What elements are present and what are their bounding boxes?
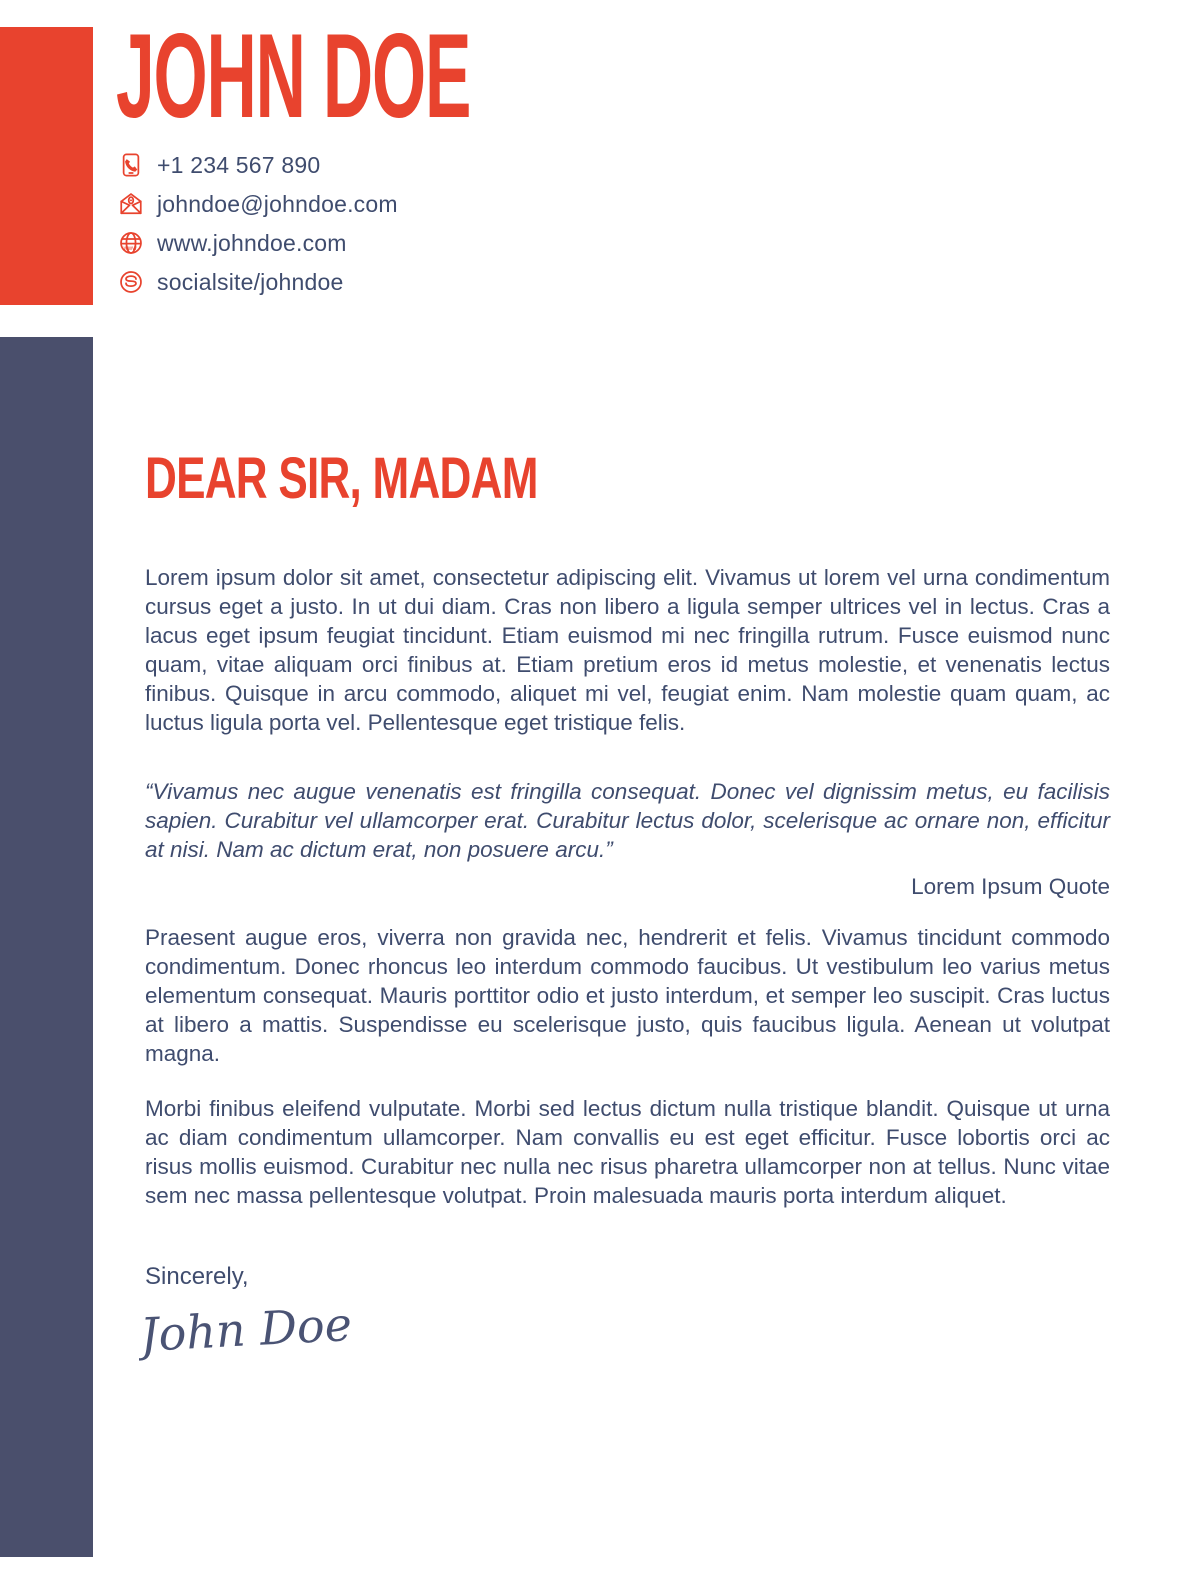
contact-row-email [118,191,398,217]
social-value: socialsite/johndoe [157,268,344,295]
contact-row-social [118,269,398,295]
signature-script [139,1295,439,1373]
www-label: www [123,245,137,252]
paragraph-3: Morbi finibus eleifend vulputate. Morbi sed lectus dictum nulla tristique blandit. Quisque ut urna ac diam condimentum ullamcorper. Nam convallis eu est eget efficitur. Fusce lobortis orci ac risus mollis euismod. Curabitur nec nulla nec risus pharetra ullamcorper non at tellus. Nunc vitae sem nec massa pellentesque volutpat. Proin malesuada mauris porta interdum aliquet. [145,1096,1110,1208]
website-icon [118,230,144,256]
red-accent-bar [0,27,93,305]
greeting-heading: DEAR SIR, MADAM [145,446,538,511]
signature [139,1295,1110,1373]
phone-value: +1 234 567 890 [157,151,321,178]
social-icon [118,269,144,295]
email-icon [118,191,144,217]
email-value: johndoe@johndoe.com [157,190,398,217]
signature-text: John Doe [139,1296,354,1362]
website-value: www.johndoe.com [157,229,347,256]
paragraph-1: Lorem ipsum dolor sit amet, consectetur adipiscing elit. Vivamus ut lorem vel urna condimentum cursus eget a justo. In ut dui diam. Cras non libero a ligula semper ultrices vel in lectus. Cras a lacus eget ipsum feugiat tincidunt. Etiam euismod mi nec fringilla rutrum. Fusce euismod nunc quam, vitae aliquam orci finibus at. Etiam pretium eros id metus molestie, et venenatis lectus finibus. Quisque in arcu commodo, aliquet mi vel, feugiat enim. Nam molestie quam quam, ac luctus ligula porta vel. Pellentesque eget tristique felis. [145,565,1110,735]
sidebar-accent-bar [0,337,93,1557]
contact-row-phone [118,152,398,178]
closing-line: Sincerely, [145,1263,249,1290]
page-title: JOHN DOE [116,9,471,143]
phone-icon [118,152,144,178]
contact-list [118,152,398,308]
paragraph-2: Praesent augue eros, viverra non gravida nec, hendrerit et felis. Vivamus tincidunt commodo condimentum. Donec rhoncus leo interdum commodo faucibus. Ut vestibulum leo varius metus elementum consequat. Mauris porttitor odio et justo interdum, et semper leo suscipit. Cras luctus at libero a mattis. Suspendisse eu scelerisque justo, quis faucibus ligula. Aenean ut volutpat magna. [145,925,1110,1066]
contact-row-website [118,230,398,256]
quote-attribution: Lorem Ipsum Quote [911,874,1110,899]
letter-body [139,563,1110,1373]
quote-paragraph: “Vivamus nec augue venenatis est fringilla consequat. Donec vel dignissim metus, eu facilisis sapien. Curabitur vel ullamcorper erat. Curabitur lectus dolor, scelerisque ac ornare non, efficitur at nisi. Nam ac dictum erat, non posuere arcu.” [145,779,1110,862]
